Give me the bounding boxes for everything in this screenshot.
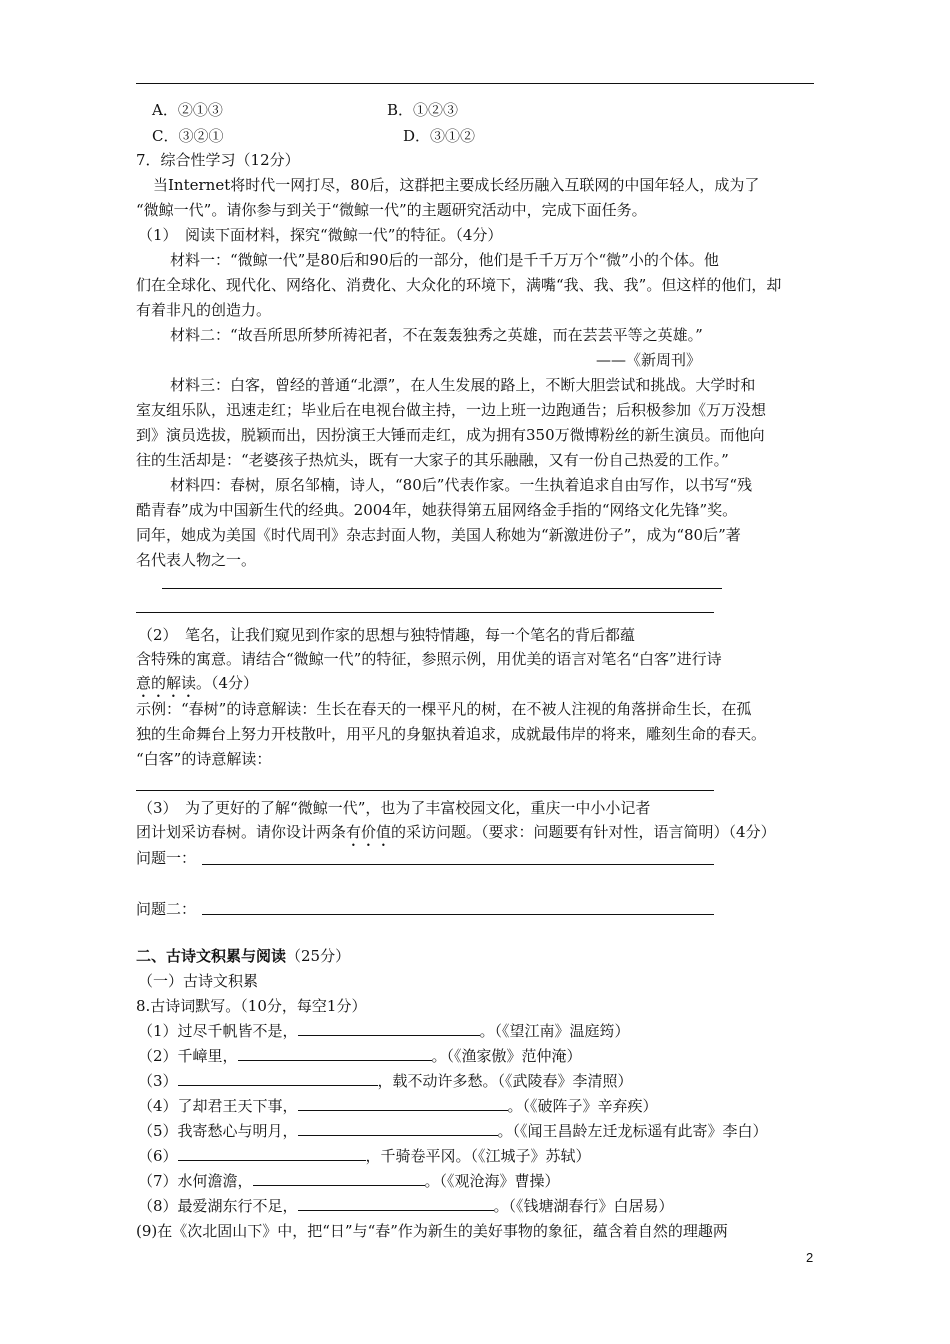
material3-line3: 到》演员选拔，脱颖而出，因扮演王大锤而走红，成为拥有350万微博粉丝的新生演员。而他向 [136,426,765,444]
example-line2: 独的生命舞台上努力开枝散叶，用平凡的身躯执着追求，成就最伟岸的将来，雕刻生命的春天。 [136,725,767,743]
material4-line4: 名代表人物之一。 [136,551,257,569]
material3-line4: 往的生活却是：“老婆孩子热炕头，既有一大家子的其乐融融，又有一份自己热爱的工作。” [136,451,729,469]
poem-item-1 [138,1021,630,1041]
material1-line2: 们在全球化、现代化、网络化、消费化、大众化的环境下，满嘴“我、我、我”。但这样的他们，却 [136,276,782,294]
emphasis-text: 有价值 [346,823,392,841]
answer-line-2[interactable] [136,790,714,791]
blank-1[interactable] [298,1021,480,1036]
score-text: 。（4分） [196,674,259,692]
item-source: ，载不动许多愁。（《武陵春》李清照） [377,1072,633,1090]
item-text: （6） [138,1147,178,1165]
q7-sub3-line2 [136,822,776,850]
poem-item-4 [138,1096,658,1116]
option-c: C．③②① [152,127,224,145]
example-line3: “白客”的诗意解读： [136,750,272,768]
material1-line1: 材料一：“微鲸一代”是80后和90后的一部分，他们是千千万万个“微”小的个体。他 [170,251,719,269]
option-b: B．①②③ [387,101,459,119]
item-source: 。（《观沧海》曹操） [424,1172,560,1190]
q8-title: 8.古诗词默写。（10分，每空1分） [136,997,367,1015]
item-source: 。（《渔家傲》范仲淹） [431,1047,582,1065]
q7-sub3-line1: （3） 为了更好的了解“微鲸一代”，也为了丰富校园文化，重庆一中小小记者 [138,799,651,817]
q7-title: 7．综合性学习（12分） [136,151,300,169]
poem-item-2 [138,1046,582,1066]
blank-7[interactable] [253,1171,425,1186]
blank-3[interactable] [178,1071,378,1086]
option-d: D．③①② [403,127,476,145]
poem-item-8 [138,1196,674,1216]
section2-part1: （一）古诗文积累 [138,972,259,990]
q7-sub2-line3 [136,673,258,701]
q7-intro-line2: “微鲸一代”。请你参与到关于“微鲸一代”的主题研究活动中，完成下面任务。 [136,201,647,219]
poem-item-6 [138,1146,591,1166]
item-source: 。（《破阵子》辛弃疾） [507,1097,658,1115]
blank-8[interactable] [298,1196,494,1211]
answer-line-1a[interactable] [162,588,722,589]
answer-line-1b[interactable] [136,612,714,613]
blank-5[interactable] [298,1121,498,1136]
material4-line2: 酷青春”成为中国新生代的经典。2004年，她获得第五届网络金手指的“网络文化先锋”奖。 [136,501,738,519]
section2-title [136,946,350,966]
question-two-line[interactable] [202,914,714,915]
poem-item-3 [138,1071,633,1091]
sub3-text-a: 团计划采访春树。请你设计两条 [136,823,347,841]
emphasis-text: 意的解读 [136,674,197,692]
blank-2[interactable] [238,1046,432,1061]
header-rule [136,83,814,84]
item-text: （4）了却君王天下事， [138,1097,298,1115]
material4-line3: 同年，她成为美国《时代周刊》杂志封面人物，美国人称她为“新激进份子”，成为“80后”著 [136,526,741,544]
blank-6[interactable] [178,1146,366,1161]
item-text: （8）最爱湖东行不足， [138,1197,298,1215]
blank-4[interactable] [298,1096,508,1111]
material2-line1: 材料二：“故吾所思所梦所祷祀者，不在轰轰独秀之英雄，而在芸芸平等之英雄。” [170,326,703,344]
item-text: （1）过尽千帆皆不是， [138,1022,298,1040]
item-text: （3） [138,1072,178,1090]
sub3-text-c: 的采访问题。（要求：问题要有针对性，语言简明）（4分） [391,823,776,841]
question-one-label: 问题一： [136,849,197,867]
material3-line2: 室友组乐队，迅速走红；毕业后在电视台做主持，一边上班一边跑通告；后积极参加《万万没想 [136,401,767,419]
item-source: 。（《钱塘湖春行》白居易） [493,1197,674,1215]
item-source: 。（《望江南》温庭筠） [479,1022,630,1040]
q7-sub2-line1: （2） 笔名，让我们窥见到作家的思想与独特情趣，每一个笔名的背后都蕴 [138,626,636,644]
poem-item-7 [138,1171,560,1191]
item-source: 。（《闻王昌龄左迁龙标遥有此寄》李白） [497,1122,768,1140]
material4-line1: 材料四：春树，原名邹楠，诗人，“80后”代表作家。一生执着追求自由写作，以书写“残 [170,476,753,494]
poem-item-9: (9)在《次北固山下》中，把“日”与“春”作为新生的美好事物的象征，蕴含着自然的理趣两 [136,1222,728,1240]
item-text: （7）水何澹澹， [138,1172,253,1190]
q7-sub1: （1） 阅读下面材料，探究“微鲸一代”的特征。（4分） [138,226,503,244]
question-two-label: 问题二： [136,900,197,918]
section2-title-text: 二、古诗文积累与阅读 [136,947,287,965]
poem-item-5 [138,1121,768,1141]
item-text: （5）我寄愁心与明月， [138,1122,298,1140]
q7-intro-line1: 当Internet将时代一网打尽，80后，这群把主要成长经历融入互联网的中国年轻人，成为了 [153,176,760,194]
material1-line3: 有着非凡的创造力。 [136,301,272,319]
item-source: ，千骑卷平冈。（《江城子》苏轼） [365,1147,591,1165]
q7-sub2-line2: 含特殊的寓意。请结合“微鲸一代”的特征，参照示例，用优美的语言对笔名“白客”进行诗 [136,650,722,668]
example-line1: 示例：“春树”的诗意解读：生长在春天的一棵平凡的树，在不被人注视的角落拼命生长，在孤 [136,700,752,718]
section2-score: （25分） [286,947,351,965]
material2-source: ——《新周刊》 [596,351,702,369]
item-text: （2）千嶂里， [138,1047,238,1065]
page-number: 2 [806,1250,814,1265]
question-one-line[interactable] [202,864,714,865]
material3-line1: 材料三：白客，曾经的普通“北漂”，在人生发展的路上，不断大胆尝试和挑战。大学时和 [170,376,756,394]
option-a: A．②①③ [152,101,223,119]
